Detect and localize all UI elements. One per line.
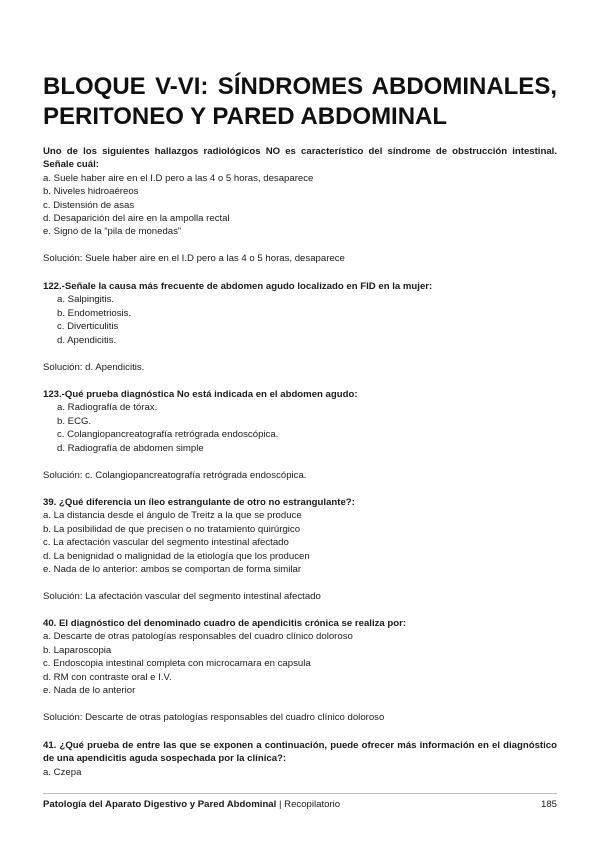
question-stem: Uno de los siguientes hallazgos radiológicos NO es característico del síndrome de obstrucción intestinal. Señale cuál: bbox=[43, 146, 557, 171]
option-d: d. RM con contraste oral e I.V. bbox=[43, 671, 172, 683]
option-b: b. Niveles hidroaéreos bbox=[43, 186, 139, 198]
question-stem: 123.-Qué prueba diagnóstica No está indicada en el abdomen agudo: bbox=[43, 389, 358, 400]
option-b: b. La posibilidad de que precisen o no tratamiento quirúrgico bbox=[43, 523, 301, 535]
page-title bbox=[43, 72, 557, 132]
option-d: d. Radiografía de abdomen simple bbox=[57, 442, 204, 454]
option-a: a. Radiografía de tórax. bbox=[57, 402, 158, 414]
option-d: d. Desaparición del aire en la ampolla rectal bbox=[43, 213, 230, 225]
option-e: e. Signo de la “pila de monedas” bbox=[43, 226, 182, 238]
footer-book-title: Patología del Aparato Digestivo y Pared Abdominal bbox=[43, 799, 277, 810]
footer-divider bbox=[43, 793, 557, 794]
question-stem: 39. ¿Qué diferencia un íleo estrangulante de otro no estrangulante?: bbox=[43, 497, 355, 508]
solution: Solución: Descarte de otras patologías responsables del cuadro clínico doloroso bbox=[43, 712, 385, 723]
question-stem: 40. El diagnóstico del denominado cuadro de apendicitis crónica se realiza por: bbox=[43, 618, 407, 629]
footer-section: | Recopilatorio bbox=[276, 799, 341, 810]
option-d: d. Apendicitis. bbox=[57, 334, 117, 346]
question-stem: 41. ¿Qué prueba de entre las que se exponen a continuación, puede ofrecer más información en el diagnóstico de una apendicitis aguda sospechada por la clínica?: bbox=[43, 740, 557, 765]
question-stem: 122.-Señale la causa más frecuente de abdomen agudo localizado en FID en la mujer: bbox=[43, 281, 433, 292]
solution: Solución: d. Apendicitis. bbox=[43, 362, 145, 373]
solution: Solución: La afectación vascular del segmento intestinal afectado bbox=[43, 591, 321, 602]
option-c: c. Colangiopancreatografía retrógrada endoscópica. bbox=[57, 429, 279, 441]
option-c: c. Diverticulitis bbox=[57, 321, 119, 333]
option-c: c. La afectación vascular del segmento intestinal afectado bbox=[43, 537, 289, 549]
question-122 bbox=[43, 280, 557, 347]
page-footer bbox=[43, 798, 557, 811]
title-line-2: PERITONEO Y PARED ABDOMINAL bbox=[43, 103, 448, 130]
option-a: a. Czepa bbox=[43, 766, 82, 778]
option-e: e. Nada de lo anterior: ambos se comportan de forma similar bbox=[43, 564, 302, 576]
option-c: c. Endoscopia intestinal completa con microcamara en capsula bbox=[43, 658, 311, 670]
option-a: a. Suele haber aire en el I.D pero a las 4 o 5 horas, desaparece bbox=[43, 172, 314, 184]
question-40 bbox=[43, 617, 557, 697]
option-a: a. La distancia desde el ángulo de Treitz a la que se produce bbox=[43, 510, 302, 522]
option-a: a. Salpingitis. bbox=[57, 294, 115, 306]
option-b: b. Laparoscopia bbox=[43, 644, 112, 656]
option-b: b. Endometriosis. bbox=[57, 307, 132, 319]
option-e: e. Nada de lo anterior bbox=[43, 685, 136, 697]
question-123 bbox=[43, 388, 557, 455]
option-b: b. ECG. bbox=[57, 415, 92, 427]
solution: Solución: Suele haber aire en el I.D pero a las 4 o 5 horas, desaparece bbox=[43, 253, 345, 264]
solution: Solución: c. Colangiopancreatografía retrógrada endoscópica. bbox=[43, 470, 307, 481]
page-number: 185 bbox=[540, 799, 557, 810]
question-39 bbox=[43, 496, 557, 576]
option-a: a. Descarte de otras patologías responsables del cuadro clínico doloroso bbox=[43, 631, 353, 643]
question-41 bbox=[43, 739, 557, 779]
option-c: c. Distensión de asas bbox=[43, 199, 135, 211]
option-d: d. La benignidad o malignidad de la etiología que los producen bbox=[43, 550, 310, 562]
title-line-1: BLOQUE V-VI: SÍNDROMES ABDOMINALES, bbox=[43, 73, 557, 100]
question-intestinal-obstruction bbox=[43, 145, 557, 239]
